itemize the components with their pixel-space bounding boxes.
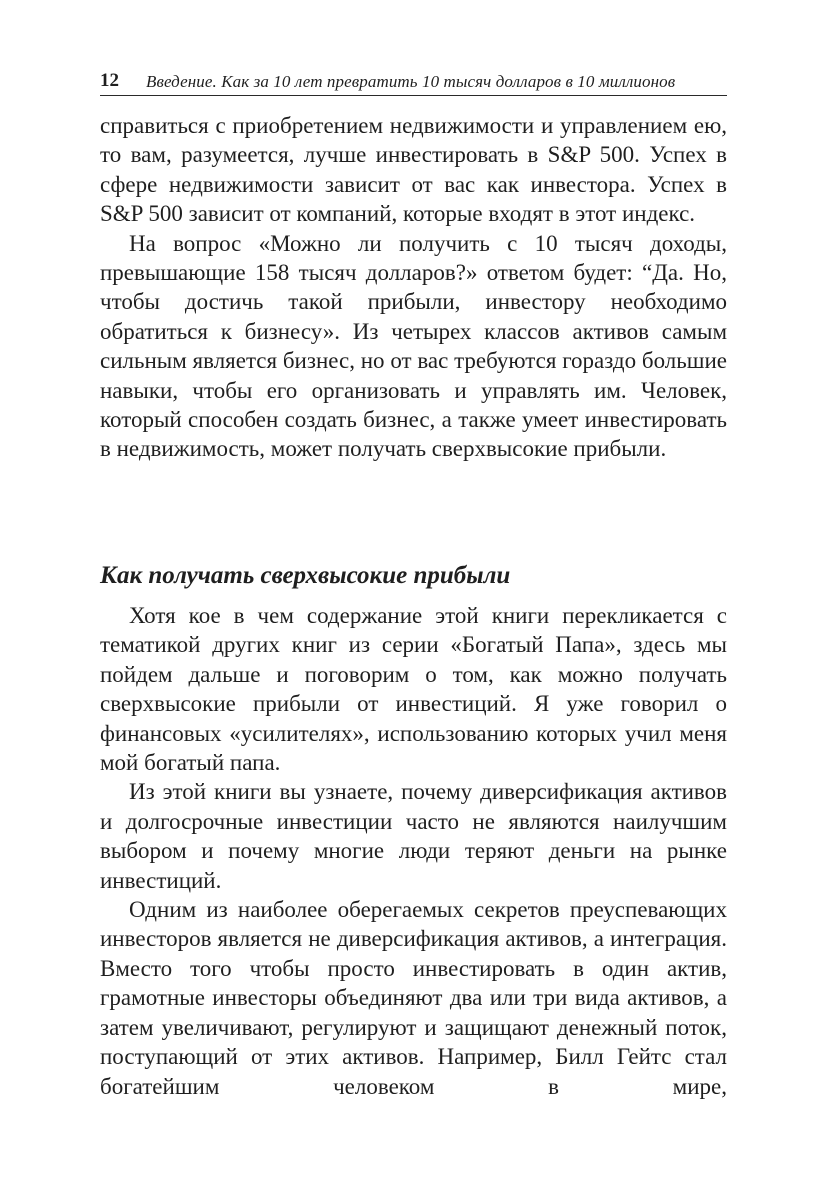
- paragraph: Одним из наиболее оберегаемых секретов преуспевающих инвесторов является не диверсификация активов, а интеграция. Вместо того чтобы просто инвестировать в один актив, грамотные инвесторы объединяют два или три вида активов, а затем увеличивают, регулируют и защищают денежный поток, поступающий от этих активов. Например, Билл Гейтс стал богатейшим человеком в мире,: [100, 897, 727, 1099]
- body-text-top: [100, 111, 727, 464]
- running-title: Введение. Как за 10 лет превратить 10 тысяч долларов в 10 миллионов: [146, 72, 676, 91]
- page-number: 12: [100, 70, 119, 91]
- paragraph: На вопрос «Можно ли получить с 10 тысяч доходы, превышающие 158 тысяч долларов?» ответом будет: “Да. Но, чтобы достичь такой прибыли, инвестору необходимо обратиться к бизнесу». Из четырех классов активов самым сильным является бизнес, но от вас требуются гораздо большие навыки, чтобы его организовать и управлять им. Человек, который способен создать бизнес, а также умеет инвестировать в недвижимость, может получать сверхвысокие прибыли.: [100, 230, 727, 462]
- paragraph: Хотя кое в чем содержание этой книги перекликается с тематикой других книг из серии «Богатый Папа», здесь мы пойдем дальше и поговорим о том, как можно получать сверхвысокие прибыли от инвестиций. Я уже говорил о финансовых «усилителях», использованию которых учил меня мой богатый папа.: [100, 603, 727, 776]
- body-text-bottom: [100, 601, 727, 1101]
- running-header: [100, 66, 727, 96]
- paragraph: справиться с приобретением недвижимости и управлением ею, то вам, разумеется, лучше инвестировать в S&P 500. Успех в сфере недвижимости зависит от вас как инвестора. Успех в S&P 500 зависит от компаний, которые входят в этот индекс.: [100, 113, 727, 227]
- paragraph: Из этой книги вы узнаете, почему диверсификация активов и долгосрочные инвестиции часто не являются наилучшим выбором и почему многие люди теряют деньги на рынке инвестиций.: [100, 779, 727, 893]
- section-heading: Как получать сверхвысокие прибыли: [100, 562, 511, 589]
